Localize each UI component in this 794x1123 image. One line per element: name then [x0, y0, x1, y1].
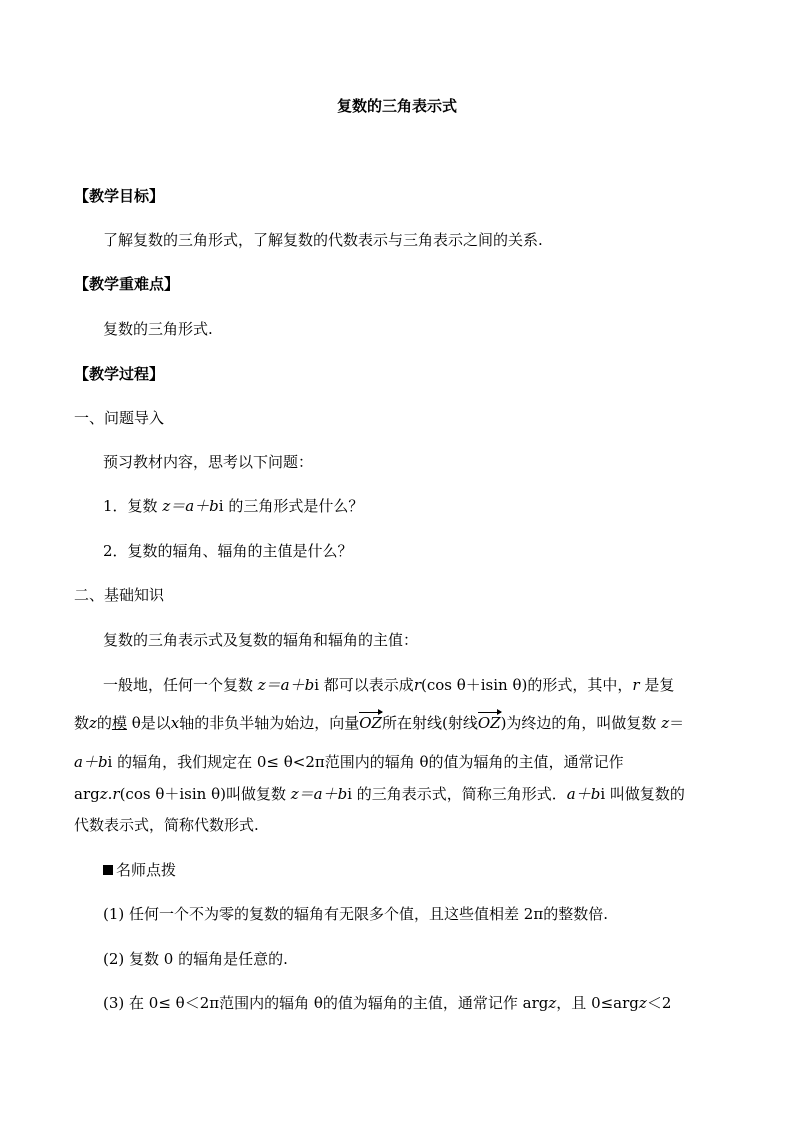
- formula-a-plus-b: a＋b: [566, 785, 601, 803]
- formula-a-plus-b: a＋b: [74, 753, 108, 771]
- formula-z: z: [89, 714, 97, 732]
- part2-heading: 二、基础知识: [74, 586, 165, 604]
- formula-r: r: [632, 676, 640, 694]
- text-run: θ是以: [126, 714, 171, 732]
- vector-oz: OZ: [359, 714, 382, 732]
- definition-line-4: [74, 784, 685, 804]
- text-run: i 的三角表示式，简称三角形式．: [347, 785, 567, 803]
- formula-r: r: [413, 676, 421, 694]
- key-points-text: 复数的三角形式.: [103, 320, 213, 338]
- key-points-heading: 【教学重难点】: [74, 275, 180, 293]
- objectives-heading: 【教学目标】: [74, 187, 165, 205]
- definition-line-3: [74, 752, 624, 772]
- text-run: ，且 0≤arg: [556, 994, 639, 1012]
- q1-suffix: 的三角形式是什么？: [223, 497, 364, 515]
- definition-line-5: 代数表示式，简称代数形式.: [74, 816, 259, 834]
- text-run: 是复: [639, 676, 675, 694]
- formula-z: z＝a＋b: [257, 676, 315, 694]
- text-run: (cos θ＋isin θ)的形式，其中，: [420, 676, 633, 694]
- text-run: 所在射线(射线: [381, 714, 478, 732]
- part1-intro: 预习教材内容，思考以下问题：: [103, 453, 314, 471]
- question-1: [103, 496, 363, 516]
- text-run: 的: [96, 714, 112, 732]
- part1-heading: 一、问题导入: [74, 409, 165, 427]
- q1-formula: z＝a＋b: [162, 497, 219, 515]
- question-2: 2．复数的辐角、辐角的主值是什么？: [103, 542, 353, 560]
- text-run: arg: [74, 785, 100, 803]
- text-run: (3) 在 0≤ θ＜2π范围内的辐角 θ的值为辐角的主值，通常记作 arg: [103, 994, 549, 1012]
- text-run: (cos θ＋isin θ)叫做复数: [119, 785, 291, 803]
- tips-heading-row: [103, 860, 176, 880]
- square-bullet-icon: [103, 865, 113, 875]
- formula-z: z: [99, 785, 108, 803]
- text-run: ＝: [669, 714, 685, 732]
- underlined-term: 模: [111, 714, 127, 732]
- formula-x: x: [170, 714, 180, 732]
- formula-z: z＝a＋b: [290, 785, 348, 803]
- objectives-text: 了解复数的三角形式，了解复数的代数表示与三角表示之间的关系.: [103, 231, 543, 249]
- text-run: i 的辐角，我们规定在 0≤ θ<2π范围内的辐角 θ的值为辐角的主值，通常记作: [107, 753, 624, 771]
- tips-heading: 名师点拨: [116, 861, 177, 879]
- tip-3: [103, 993, 671, 1013]
- definition-line-2: [74, 713, 684, 733]
- part2-intro: 复数的三角表示式及复数的辐角和辐角的主值：: [103, 631, 419, 649]
- text-run: i 都可以表示成: [314, 676, 414, 694]
- tip-1: (1) 任何一个不为零的复数的辐角有无限多个值，且这些值相差 2π的整数倍.: [103, 905, 608, 923]
- text-run: 轴的非负半轴为始边，向量: [179, 714, 360, 732]
- text-run: 一般地，任何一个复数: [103, 676, 258, 694]
- definition-line-1: [103, 675, 674, 695]
- text-run: ＜2: [646, 994, 672, 1012]
- text-run: i 叫做复数的: [600, 785, 685, 803]
- formula-z: z: [661, 714, 670, 732]
- q1-i: i: [218, 497, 224, 515]
- text-run: .: [107, 785, 113, 803]
- text-run: 数: [74, 714, 90, 732]
- page-title: 复数的三角表示式: [336, 97, 457, 115]
- formula-z: z: [638, 994, 647, 1012]
- vector-oz: OZ: [477, 714, 501, 732]
- tip-2: (2) 复数 0 的辐角是任意的.: [103, 950, 288, 968]
- process-heading: 【教学过程】: [74, 365, 165, 383]
- text-run: )为终边的角，叫做复数: [500, 714, 662, 732]
- q1-prefix: 1．复数: [103, 497, 163, 515]
- formula-r: r: [112, 785, 120, 803]
- formula-z: z: [548, 994, 557, 1012]
